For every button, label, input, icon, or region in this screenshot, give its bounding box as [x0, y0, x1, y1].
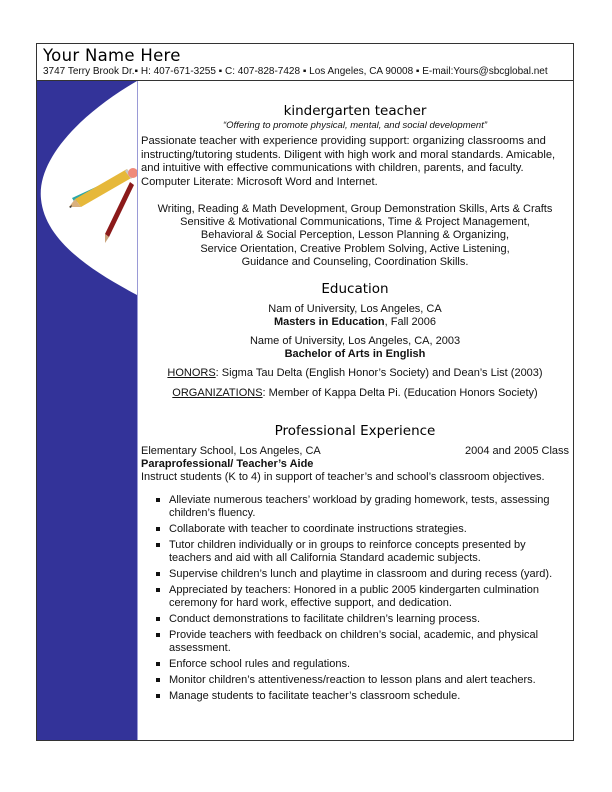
bullet-icon	[156, 572, 160, 576]
organizations-line	[141, 387, 569, 400]
school-name: Name of University, Los Angeles, CA, 2003	[249, 335, 461, 347]
sidebar-divider	[137, 81, 138, 740]
duties-list	[153, 494, 569, 703]
skills-line: Guidance and Counseling, Coordination Skills.	[241, 255, 469, 268]
duty-item: Enforce school rules and regulations.	[153, 658, 569, 671]
bullet-icon	[156, 694, 160, 698]
honors-line	[141, 367, 569, 380]
job-description: Instruct students (K to 4) in support of teacher’s and school’s classroom objectives.	[141, 471, 545, 483]
tagline: “Offering to promote physical, mental, and social development”	[222, 120, 488, 131]
bullet-icon	[156, 662, 160, 666]
school-name: Nam of University, Los Angeles, CA	[268, 303, 442, 315]
experience-heading: Professional Experience	[274, 423, 436, 439]
duty-item: Appreciated by teachers: Honored in a public 2005 kindergarten culmination ceremony for hard work, effective support, and dedication.	[153, 584, 569, 610]
duty-item: Monitor children’s attentiveness/reaction to lesson plans and alert teachers.	[153, 674, 569, 687]
duty-item: Manage students to facilitate teacher’s classroom schedule.	[153, 690, 569, 703]
job-role: Paraprofessional/ Teacher’s Aide	[141, 458, 314, 470]
degree-detail: , Fall 2006	[384, 316, 436, 328]
sidebar-decoration	[37, 81, 137, 740]
skills-list	[141, 203, 569, 269]
sidebar-curve-graphic	[37, 81, 137, 740]
contact-line: 3747 Terry Brook Dr.▪ H: 407-671-3255 ▪ C: 407-828-7428 ▪ Los Angeles, CA 90008 ▪ E-mail:Yours@sbcglobal.net	[43, 66, 548, 77]
resume-header	[37, 44, 573, 81]
candidate-name: Your Name Here	[43, 46, 181, 65]
employer: Elementary School, Los Angeles, CA	[141, 445, 321, 457]
bullet-icon	[156, 498, 160, 502]
degree: Masters in Education	[273, 316, 385, 328]
skills-line: Service Orientation, Creative Problem Solving, Active Listening,	[200, 242, 510, 255]
education-entry	[141, 335, 569, 361]
skills-line: Writing, Reading & Math Development, Group Demonstration Skills, Arts & Crafts	[157, 203, 553, 215]
honors-label: HONORS	[167, 367, 216, 379]
duty-item: Supervise children’s lunch and playtime in classroom and during recess (yard).	[153, 568, 569, 581]
education-section	[141, 281, 569, 400]
experience-section	[141, 423, 569, 706]
degree: Bachelor of Arts in English	[284, 348, 426, 360]
resume-page	[36, 43, 574, 741]
duty-item: Tutor children individually or in groups to reinforce concepts presented by teachers and aid with all California Standard academic subjects.	[153, 539, 569, 565]
bullet-icon	[156, 527, 160, 531]
duty-item: Collaborate with teacher to coordinate instructions strategies.	[153, 523, 569, 536]
skills-line: Behavioral & Social Perception, Lesson Planning & Organizing,	[200, 229, 510, 242]
education-heading: Education	[321, 281, 389, 297]
bullet-icon	[156, 617, 160, 621]
summary: Passionate teacher with experience providing support: organizing classrooms and instructing/tutoring students. Diligent with high work and moral standards. Amicable, and intuitive with effective communications with children, parents, and faculty. Computer Literate: Microsoft Word and Internet.	[141, 135, 556, 188]
employer-line	[141, 445, 569, 458]
duty-item: Provide teachers with feedback on children’s social, academic, and physical assessment.	[153, 629, 569, 655]
organizations-label: ORGANIZATIONS	[172, 387, 263, 399]
duty-item: Conduct demonstrations to facilitate children’s learning process.	[153, 613, 569, 626]
education-entry	[141, 303, 569, 329]
employment-dates: 2004 and 2005 Class	[465, 445, 569, 457]
bullet-icon	[156, 633, 160, 637]
honors-text: : Sigma Tau Delta (English Honor’s Society) and Dean’s List (2003)	[215, 367, 543, 379]
job-title: kindergarten teacher	[283, 103, 427, 119]
organizations-text: : Member of Kappa Delta Pi. (Education Honors Society)	[262, 387, 538, 399]
profile-section	[141, 103, 569, 189]
bullet-icon	[156, 543, 160, 547]
skills-line: Sensitive & Motivational Communications, Time & Project Management,	[180, 216, 530, 229]
bullet-icon	[156, 678, 160, 682]
bullet-icon	[156, 588, 160, 592]
duty-item: Alleviate numerous teachers’ workload by grading homework, tests, assessing children’s fluency.	[153, 494, 569, 520]
